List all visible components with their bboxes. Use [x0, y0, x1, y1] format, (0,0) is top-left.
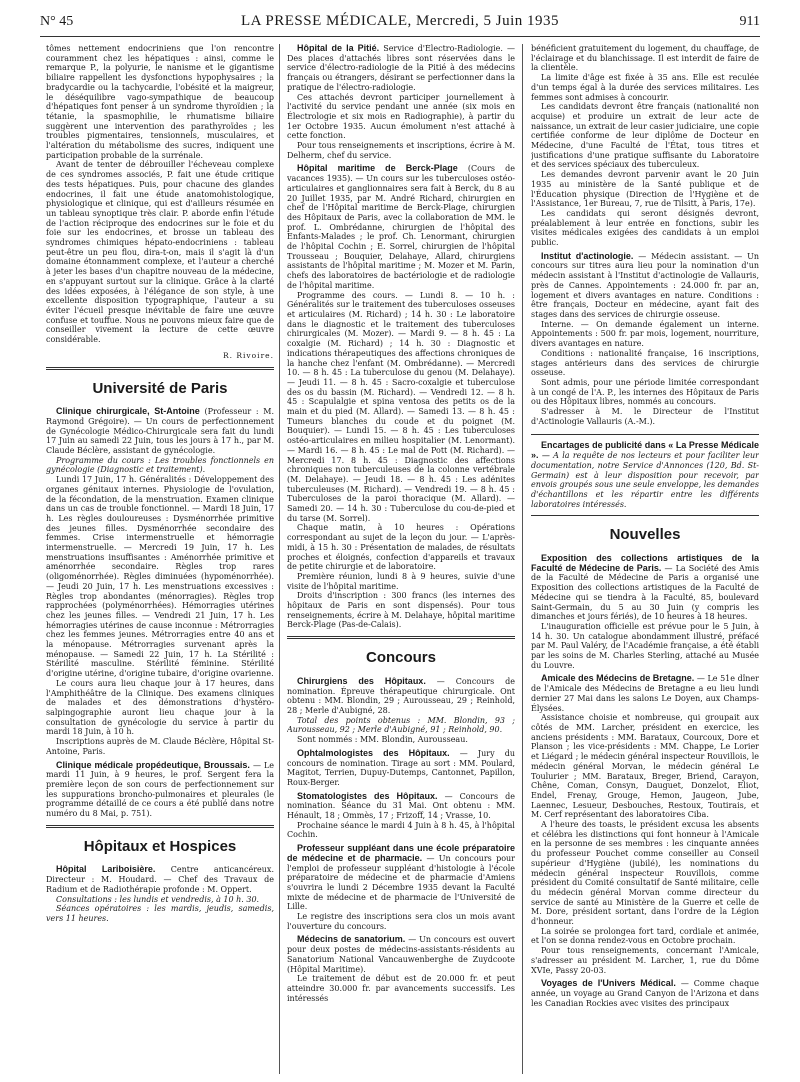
- entry-text: Pour tous renseignements et inscriptions, écrire à M. Delherm, chef du service.: [287, 141, 515, 160]
- entry-text: Programme des cours. — Lundi 8. — 10 h. : Généralités sur le traitement des tuberculoses osseuses et articulaires (M. Richard) ; 14 h. 30 : Le laboratoire dans le diagnostic et le traitement des tuberculoses chirurgicales (M. Mozer). — Mardi 9. — 8 h. 45 : La coxalgie (M. Richard) ; 14 h. 30 : Diagnostic et indications thérapeutiques des affections chroniques de la hanche chez l'enfant (M. Ombrédanne). — Mercredi 10. — 8 h. 45 : La tuberculose du genou (M. Delahaye). — Jeudi 11. — 8 h. 45 : Sacro-coxalgie et tuberculose des os du bassin (M. Richard). — Vendredi 12. — 8 h. 45 : Scapulalgie et spina ventosa des petits os de la main et du pied (M. Allard). — Samedi 13. — 8 h. 45 : Tumeurs blanches du coude et du poignet (M. Bouquier). — Lundi 15. — 8 h. 45 : Les tuberculoses ostéo-articulaires en milieu hospitalier (M. Lenormant). — Mardi 16. — 8 h. 45 : Le mal de Pott (M. Richard). — Mercredi 17. 8 h. 45 : Diagnostic des affections chroniques non tuberculeuses de la colonne vertébrale (M. Delahaye). — Jeudi 18. — 8 h. 45 : Les adénites tuberculeuses (M. Richard). — Vendredi 19. — 8 h. 45 : Tuberculoses de la paroi thoracique (M. Allard). — Samedi 20. — 14 h. 30 : Tuberculose du cou-de-pied et du tarse (M. Sorrel).: [287, 290, 515, 523]
- entry-text: Interne. — On demande également un interne. Appointements : 500 fr. par mois, logement, nourriture, divers avantages en nature.: [531, 319, 759, 349]
- column-divider: [279, 44, 280, 1074]
- entry-text: Consultations : les lundis et vendredis, à 10 h. 30.: [56, 894, 260, 904]
- entry-heading: Médecins de sanatorium.: [297, 934, 406, 945]
- page-number: 911: [739, 14, 760, 29]
- section-rule: [46, 825, 274, 828]
- entry-text: Les candidats qui seront désignés devront, préalablement à leur entrée en fonctions, subir les visites médicales exigées des candidats à un emploi public.: [531, 208, 759, 248]
- news-entry: [531, 674, 759, 975]
- news-entry: [46, 761, 274, 819]
- entry-text: — A la requête de nos lecteurs et pour faciliter leur documentation, notre Service d'Annonces (120, Bd. St-Germain) est à leur disposition pour recevoir, par envois groupés sous une seule enveloppe, les demandes d'échantillons et les répartir entre les différents laboratoires intéressés.: [531, 451, 759, 509]
- entry-text: — Un concours est ouvert pour deux postes de médecins-assistants-résidents au Sanatorium National Vancauwenberghe de Zuydcoote (Hôpital Maritime).: [287, 935, 515, 974]
- column-3: [531, 44, 759, 1082]
- entry-text: A l'heure des toasts, le président excusa les absents et célébra les distinctions qui font honneur à l'Amicale en la personne de ses membres : les cinquante années du professeur Pouchet comme conseiller au Conseil supérieur d'Hygiène (jubilé), les nominations du médecin général inspecteur Rouvillois, comme président du Comité consultatif de Santé militaire, celle du médecin général Morvan comme directeur du service de santé au Ministère de la Guerre et celle de M. Dore, président sortant, dans l'ordre de la Légion d'honneur.: [531, 820, 759, 927]
- entry-text: Inscriptions auprès de M. Claude Béclère, Hôpital St-Antoine, Paris.: [46, 737, 274, 756]
- entry-text: — Médecin assistant. — Un concours sur titres aura lieu pour la nomination d'un médecin assistant à l'Institut d'actinologie de Vallauris, près de Cannes. Appointements : 24.000 fr. par an, logement et divers avantages en nature. Conditions : être français, Docteur en médecine, ayant fait des stages dans des services de chirurgie osseuse.: [531, 251, 759, 319]
- entry-heading: Ophtalmologistes des Hôpitaux.: [297, 747, 450, 758]
- entry-text: Chaque matin, à 10 heures : Opérations correspondant au sujet de la leçon du jour. — L'après-midi, à 15 h. 30 : Présentation de malades, de résultats proches et éloignés, confection d'appareils et travaux de petite chirurgie et de laboratoire.: [287, 523, 515, 572]
- section-rule: [46, 367, 274, 370]
- section-heading-nouvelles: Nouvelles: [609, 526, 681, 544]
- entry-heading: Encartages de publicité dans « La Presse Médicale ».: [531, 440, 759, 461]
- entry-text: Assistance choisie et nombreuse, qui groupait aux côtés de MM. Larcher, président en exercice, les anciens présidents : MM. Barataux, Courcoux, Dore et Planson ; les vice-présidents : MM. Chappe, Le Lorier et Liégard ; le médecin général inspecteur Rouvillois, le médecin général Morvan, le médecin général Le Toulurier ; MM. Barataux, Breger, Briend, Carayon, Chêne, Coman, Consyn, Dauguet, Donzelot, Eliot, Endel, Frenay, Grouge, Hemon, Jaugeon, Jube, Laennec, Lesueur, Desbouches, Restoux, Toutirais, et M. Cerf représentant des laboratoires Ciba.: [531, 713, 759, 820]
- entry-text: Programme du cours : Les troubles fonctionnels en gynécologie (Diagnostic et traitement).: [46, 455, 274, 475]
- news-entry: [287, 749, 515, 788]
- entry-text: Première réunion, lundi 8 à 9 heures, suivie d'une visite de l'hôpital maritime.: [287, 571, 515, 591]
- entry-text: Centre anticancéreux. Directeur : M. Houdard. — Chef des Travaux de Radium et de Radiothérapie profonde : M. Oppert.: [46, 865, 274, 894]
- entry-text: Séances opératoires : les mardis, jeudis, samedis, vers 11 heures.: [46, 904, 274, 923]
- entry-text: — Comme chaque année, un voyage au Grand Canyon de l'Arizona et dans les Canadian Rockies avec visites des principaux: [531, 979, 759, 1008]
- entry-text: — Le 51e dîner de l'Amicale des Médecins de Bretagne a eu lieu lundi dernier 27 Mai dans les salons Le Doyen, aux Champs-Élysées.: [531, 674, 759, 713]
- entry-text: Les demandes devront parvenir avant le 20 Juin 1935 au ministère de la Santé publique et de l'Éducation physique (Direction de l'Hygiène et de l'Assistance, 1er Bureau, 7, rue de Tilsitt, à Paris, 17e).: [531, 170, 759, 209]
- entry-text: — Concours de nomination. Séance du 31 Mai. Ont obtenu : MM. Hénault, 18 ; Ommès, 17 ; Frizoff, 14 ; Vrasse, 10.: [287, 791, 515, 821]
- entry-text: S'adresser à M. le Directeur de l'Institut d'Actinologie Vallauris (A.-M.).: [531, 407, 759, 426]
- section-rule: [287, 636, 515, 639]
- news-entry: [287, 677, 515, 745]
- entry-heading: Institut d'actinologie.: [541, 250, 634, 261]
- entry-heading: Voyages de l'Univers Médical.: [541, 978, 676, 989]
- entry-text: L'inauguration officielle est prévue pour le 5 Juin, à 14 h. 30. Un catalogue abondamment illustré, préfacé par M. Paul Valéry, de l'Académie française, a été établi par les soins de M. Charles Sterling, attaché au Musée du Louvre.: [531, 621, 759, 670]
- entry-heading: Hôpital de la Pitié.: [297, 44, 380, 53]
- article-text: Avant de tenter de débrouiller l'écheveau complexe de ces syndromes associés, P. fait une étude critique des tests hépatiques. Puis, pour chacune des glandes endocrines, il fait une étude anatomohistologique, physiologique et clinique, qui est d'ailleurs résumée en un tableau synoptique très clair. P. aborde enfin l'étude de l'action réciproque des endocrines sur le foie et du foie sur les endocrines, et brosse un tableau des syndromes chimiques hépato-endocriniens : tableau peut-être un peu flou, dira-t-on, mais il s'agit là d'un domaine étonnamment complexe, et l'auteur a cherché à jeter les bases d'un chapitre nouveau de la médecine, en s'appuyant surtout sur la clinique. Grâce à la clarté des idées exposées, à l'élégance de son style, à une excellente disposition typographique, l'auteur a su éviter l'écueil presque inévitable de faire une œuvre confuse et touffue. Nous ne pouvons mieux faire que de conseiller vivement la lecture de cette œuvre considérable.: [46, 160, 274, 345]
- news-entry: [287, 792, 515, 841]
- entry-text: La soirée se prolongea fort tard, cordiale et animée, et l'on se donna rendez-vous en Octobre prochain.: [531, 926, 759, 946]
- entry-text: — La Société des Amis de la Faculté de Médecine de Paris a organisé une Exposition des collections artistiques de la Faculté de Médecine qui se tiendra à la Faculté, 85, boulevard Saint-Germain, du 5 au 30 Juin (y compris les dimanches et jours fériés), de 10 heures à 18 heures.: [531, 563, 759, 622]
- section-heading-universite: Université de Paris: [92, 379, 228, 397]
- news-entry: [46, 865, 274, 923]
- news-entry: [531, 979, 759, 1008]
- entry-heading: Clinique médicale propédeutique, Broussais.: [56, 759, 250, 770]
- column-2: [287, 44, 515, 1082]
- entry-text: Le cours aura lieu chaque jour à 17 heures, dans l'Amphithéâtre de la Clinique. Des examens cliniques de malades et des démonstrations d'hystéro-salpingographie auront lieu chaque jour à la consultation de gynécologie du service à partir du mardi 18 Juin, à 10 h.: [46, 678, 274, 737]
- column-1: [46, 44, 274, 1082]
- issue-number: N° 45: [40, 14, 74, 29]
- news-entry: [531, 554, 759, 670]
- entry-text: — Le mardi 11 Juin, à 9 heures, le prof. Sergent fera la première leçon de son cours de perfectionnement sur les suppurations broncho-pulmonaires et pleurales (le programme détaillé de ce cours a été publié dans notre numéro du 8 Mai, p. 751).: [46, 760, 274, 819]
- entry-heading: Chirurgiens des Hôpitaux.: [297, 675, 426, 686]
- news-entry: [287, 844, 515, 931]
- entry-text: Sont nommés : MM. Blondin, Aurousseau.: [297, 735, 468, 745]
- entry-text: Droits d'inscription : 300 francs (les internes des hôpitaux de Paris en sont dispensés). Pour tous renseignements, écrire à M. Delahaye, hôpital maritime Berck-Plage (Pas-de-Calais).: [287, 591, 515, 630]
- entry-heading: Amicale des Médecins de Bretagne.: [541, 673, 695, 684]
- entry-text: bénéficient gratuitement du logement, du chauffage, de l'éclairage et du blanchissage. Il est interdit de faire de la clientèle.: [531, 44, 759, 73]
- entry-heading: Stomatologistes des Hôpitaux.: [297, 790, 438, 801]
- entry-text: — Concours de nomination. Épreuve thérapeutique chirurgicale. Ont obtenu : MM. Blondin, 29 ; Aurousseau, 29 ; Reinhold, 28 ; Merle d'Aubigné, 28.: [287, 676, 515, 715]
- entry-text: — Un concours pour l'emploi de professeur suppléant d'histologie à l'école préparatoire de médecine et de pharmacie d'Amiens s'ouvrira le lundi 2 Décembre 1935 devant la Faculté mixte de médecine et de pharmacie de l'Université de Lille.: [287, 853, 515, 912]
- column-divider: [522, 44, 523, 1074]
- entry-text: Le registre des inscriptions sera clos un mois avant l'ouverture du concours.: [287, 912, 515, 931]
- entry-text: Les candidats devront être français (nationalité non acquise) et produire un extrait de leur acte de naissance, un extrait de leur casier judiciaire, une copie certifiée conforme de leur diplôme de Docteur en Médecine, d'une Faculté de l'État, tous titres et justifications d'une pratique suffisante du Laboratoire et des services spéciaux des tuberculeux.: [531, 102, 759, 170]
- entry-heading: Exposition des collections artistiques de la Faculté de Médecine de Paris.: [531, 553, 759, 573]
- entry-text: Conditions : nationalité française, 16 inscriptions, stages antérieurs dans des services de chirurgie osseuse.: [531, 348, 759, 378]
- journal-title: LA PRESSE MÉDICALE, Mercredi, 5 Juin 1935: [241, 13, 559, 29]
- entry-text: Total des points obtenus : MM. Blondin, 93 ; Aurousseau, 92 ; Merle d'Aubigné, 91 ; Reinhold, 90.: [287, 715, 515, 735]
- entry-text: Service d'Électro-Radiologie. — Des places d'attachés libres sont réservées dans le service d'électro-radiologie de la Pitié à des médecins français ou étrangers, désirant se perfectionner dans la pratique de l'électro-radiologie.: [287, 44, 515, 92]
- entry-text: Lundi 17 Juin, 17 h. Généralités : Développement des organes génitaux internes. Physiologie de l'ovulation, de la fécondation, de la menstruation. Examen clinique dans un cas de trouble fonctionnel. — Mardi 18 Juin, 17 h. Les règles douloureuses : Dysménorrhée primitive des jeunes filles. Dysménorrhée secondaire des femmes. Crise intermenstruelle et hémorragie intermenstruelle. — Mercredi 19 Juin, 17 h. Les menstruations insuffisantes : Aménorrhée primitive et aménorrhée secondaire. Règles trop rares (oligoménorrhée). Règles diminuées (hypoménorrhée). — Jeudi 20 Juin, 17 h. Les menstruations excessives : Règles trop abondantes (ménorragies). Règles trop rapprochées (polyménorrhées). Hémorragies utérines chez les jeunes filles. — Vendredi 21 Juin, 17 h. Les hémorragies utérines de cause inconnue : Métrorragies chez les femmes jeunes. Métrorragies entre 40 ans et la ménopause. Métrorragies survenant après la ménopause. — Samedi 22 Juin, 17 h. La Stérilité : Stérilité masculine. Stérilité féminine. Stérilité d'origine utérine, d'origine tubaire, d'origine ovarienne.: [46, 475, 274, 679]
- advertising-notice: [531, 434, 759, 516]
- entry-text: (Cours de vacances 1935). — Un cours sur les tuberculoses ostéo-articulaires et ganglionnaires sera fait à Berck, du 8 au 20 Juillet 1935, par M. André Richard, chirurgien en chef de l'Hôpital maritime de Berck-Plage, chirurgien des Hôpitaux de Paris, avec la collaboration de MM. le prof. L. Ombrédanne, chirurgien de l'hôpital des Enfants-Malades ; le prof. Ch. Lenormant, chirurgien de l'hôpital Cochin ; E. Sorrel, chirurgien de l'hôpital Trousseau ; Bouquier, Delahaye, Allard, chirurgiens assistants de l'hôpital maritime ; M. Mozer et M. Parin, chefs des laboratoires de bactériologie et de radiologie de l'hôpital maritime.: [287, 164, 515, 290]
- news-entry: [531, 252, 759, 427]
- entry-heading: Hôpital Lariboisière.: [56, 864, 156, 875]
- entry-heading: Hôpital maritime de Berck-Plage: [297, 163, 458, 174]
- entry-text: Prochaine séance le mardi 4 Juin à 8 h. 45, à l'hôpital Cochin.: [287, 820, 515, 840]
- entry-text: — Jury du concours de nomination. Tirage au sort : MM. Poulard, Magitot, Terrien, Dupuy-Dutemps, Cantonnet, Papillon, Roux-Berger.: [287, 748, 515, 787]
- author-signature: R. Rivoire.: [222, 350, 274, 360]
- entry-text: Le traitement de début est de 20.000 fr. et peut atteindre 30.000 fr. par avancements successifs. Les intéressés: [287, 974, 515, 1003]
- entry-text: La limite d'âge est fixée à 35 ans. Elle est reculée d'un temps égal à la durée des services militaires. Les femmes sont admises à concourir.: [531, 73, 759, 102]
- entry-heading: Professeur suppléant dans une école préparatoire de médecine et de pharmacie.: [287, 843, 515, 863]
- article-text: tômes nettement endocriniens que l'on rencontre couramment chez les hépatiques : ainsi, comme le remarque P., la polyurie, le nanisme et le gigantisme biliaire rappellent les dysfonctions hypophysaires ; la bradycardie ou la tachycardie, l'obésité et la maigreur, le déséquilibre vago-sympathique de beaucoup d'hépatiques font penser à un syndrome thyroïdien ; la tétanie, la spasmophilie, le rhumatisme biliaire suggèrent une intervention des parathyroïdes ; les troubles pigmentaires, tensionnels, musculaires, et l'altération du métabolisme des sucres, indiquent une participation probable de la surrénale.: [46, 44, 274, 160]
- news-entry: [287, 935, 515, 1003]
- entry-text: Pour tous renseignements, concernant l'Amicale, s'adresser au président M. Larcher, 1, rue du Dôme XVIe, Passy 20-03.: [531, 946, 759, 975]
- entry-heading: Clinique chirurgicale, St-Antoine: [56, 406, 200, 417]
- news-entry: [287, 44, 515, 160]
- page-header: [40, 10, 760, 37]
- entry-text: Sont admis, pour une période limitée correspondant à un congé de l'A. P., les internes des Hôpitaux de Paris ou des Hôpitaux libres, nommés au concours.: [531, 377, 759, 407]
- entry-text: (Professeur : M. Raymond Grégoire). — Un cours de perfectionnement de Gynécologie Médico-Chirurgicale sera fait du lundi 17 Juin au samedi 22 Juin, tous les jours à 17 h., par M. Claude Béclère, assistant de gynécologie.: [46, 407, 274, 456]
- entry-text: Ces attachés devront participer journellement à l'activité du service pendant une année (six mois en Électrologie et six mois en Radiographie), à partir du 1er Octobre 1935. Aucun émolument n'est attaché à cette fonction.: [287, 92, 515, 141]
- section-heading-concours: Concours: [365, 649, 436, 667]
- section-heading-hopitaux: Hôpitaux et Hospices: [83, 837, 237, 855]
- news-entry: [287, 164, 515, 630]
- news-entry: [46, 407, 274, 756]
